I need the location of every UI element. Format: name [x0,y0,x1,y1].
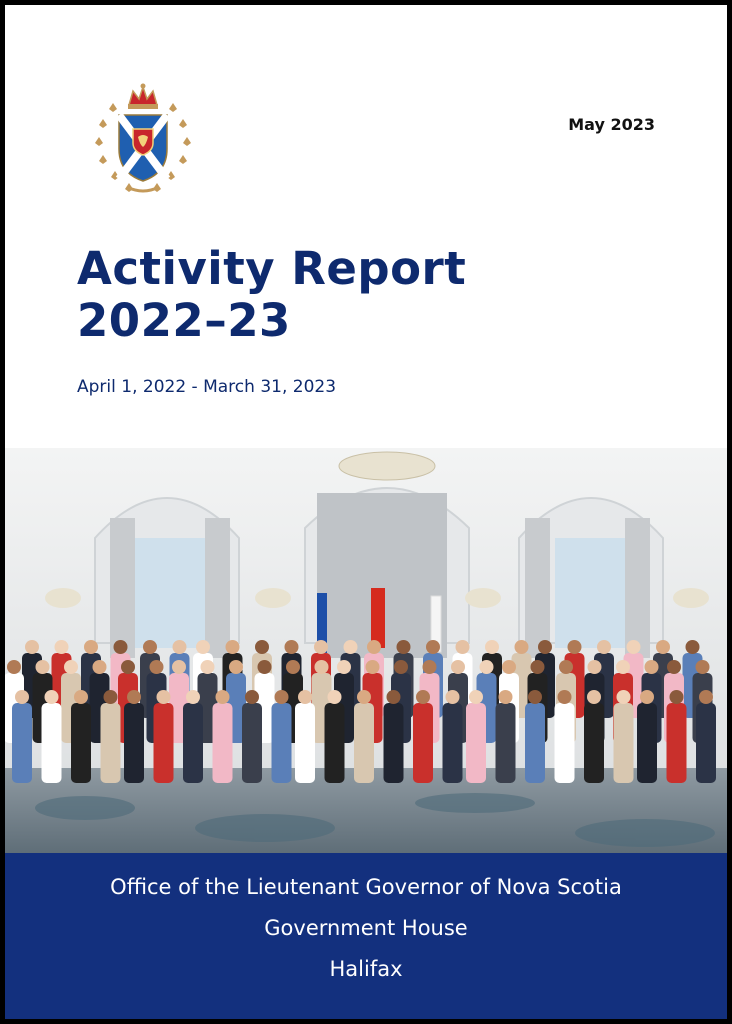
person-head [172,660,186,674]
person-head [45,690,59,704]
person-head [397,640,411,654]
person-head [114,640,128,654]
person-head [216,690,230,704]
person-body [555,703,575,783]
person-head [480,660,494,674]
report-cover [5,5,727,1019]
person-head [656,640,670,654]
person-head [258,660,272,674]
person-body [466,703,486,783]
person-head [394,660,408,674]
title-line-1: Activity Report [77,242,467,295]
person-head [298,690,312,704]
person-head [617,690,631,704]
person-head [645,660,659,674]
person-head [357,690,371,704]
person-head [344,640,358,654]
person-head [502,660,516,674]
person-head [387,690,401,704]
person-head [315,660,329,674]
person-head [201,660,215,674]
person-head [670,690,684,704]
person-body [614,703,634,783]
report-date: May 2023 [568,115,655,134]
person-head [121,660,135,674]
person-head [456,640,470,654]
person-head [186,690,200,704]
person-head [226,640,240,654]
person-head [559,660,573,674]
person-body [101,703,121,783]
crown [128,84,158,110]
footer-banner [5,853,727,1019]
person-head [686,640,700,654]
person-body [124,703,144,783]
person-body [443,703,463,783]
person-head [229,660,243,674]
person-body [325,703,345,783]
person-head [485,640,499,654]
person-head [84,640,98,654]
person-body [354,703,374,783]
person-head [597,640,611,654]
person-body [496,703,516,783]
person-head [699,690,713,704]
city-name: Halifax [329,957,403,981]
person-head [616,660,630,674]
group-photo [5,448,727,853]
person-head [74,690,88,704]
person-head [627,640,641,654]
person-head [36,660,50,674]
person-head [337,660,351,674]
person-head [587,690,601,704]
person-head [499,690,513,704]
person-head [127,690,141,704]
person-head [640,690,654,704]
person-head [143,640,157,654]
person-body [584,703,604,783]
person-head [558,690,572,704]
person-head [538,640,552,654]
nova-scotia-shield [119,115,167,181]
person-head [531,660,545,674]
person-head [157,690,171,704]
person-body [667,703,687,783]
person-head [15,690,29,704]
person-head [588,660,602,674]
person-head [150,660,164,674]
person-head [515,640,529,654]
person-head [423,660,437,674]
person-body [696,703,716,783]
person-head [696,660,710,674]
office-name: Office of the Lieutenant Governor of Nova Scotia [110,875,622,899]
person-head [568,640,582,654]
person-head [366,660,380,674]
person-body [183,703,203,783]
reporting-period: April 1, 2022 - March 31, 2023 [77,377,337,397]
person-head [469,690,483,704]
person-head [328,690,342,704]
person-body [637,703,657,783]
person-head [104,690,118,704]
person-head [55,640,69,654]
title-line-2: 2022–23 [77,294,291,347]
person-head [367,640,381,654]
person-head [173,640,187,654]
person-head [93,660,107,674]
person-head [7,660,21,674]
person-body [213,703,233,783]
person-head [245,690,259,704]
person-head [25,640,39,654]
person-body [242,703,262,783]
person-head [667,660,681,674]
person-head [255,640,269,654]
person-body [42,703,62,783]
person-head [64,660,78,674]
person-head [426,640,440,654]
person-body [413,703,433,783]
building-name: Government House [264,916,468,940]
person-head [528,690,542,704]
person-head [285,640,299,654]
person-head [286,660,300,674]
person-head [275,690,289,704]
report-title [77,243,466,347]
person-head [314,640,328,654]
person-body [154,703,174,783]
person-body [272,703,292,783]
person-head [446,690,460,704]
person-body [12,703,32,783]
person-body [71,703,91,783]
person-head [416,690,430,704]
person-head [451,660,465,674]
person-head [196,640,210,654]
vice-regal-crest-icon [87,79,199,199]
person-body [384,703,404,783]
person-body [295,703,315,783]
person-body [525,703,545,783]
